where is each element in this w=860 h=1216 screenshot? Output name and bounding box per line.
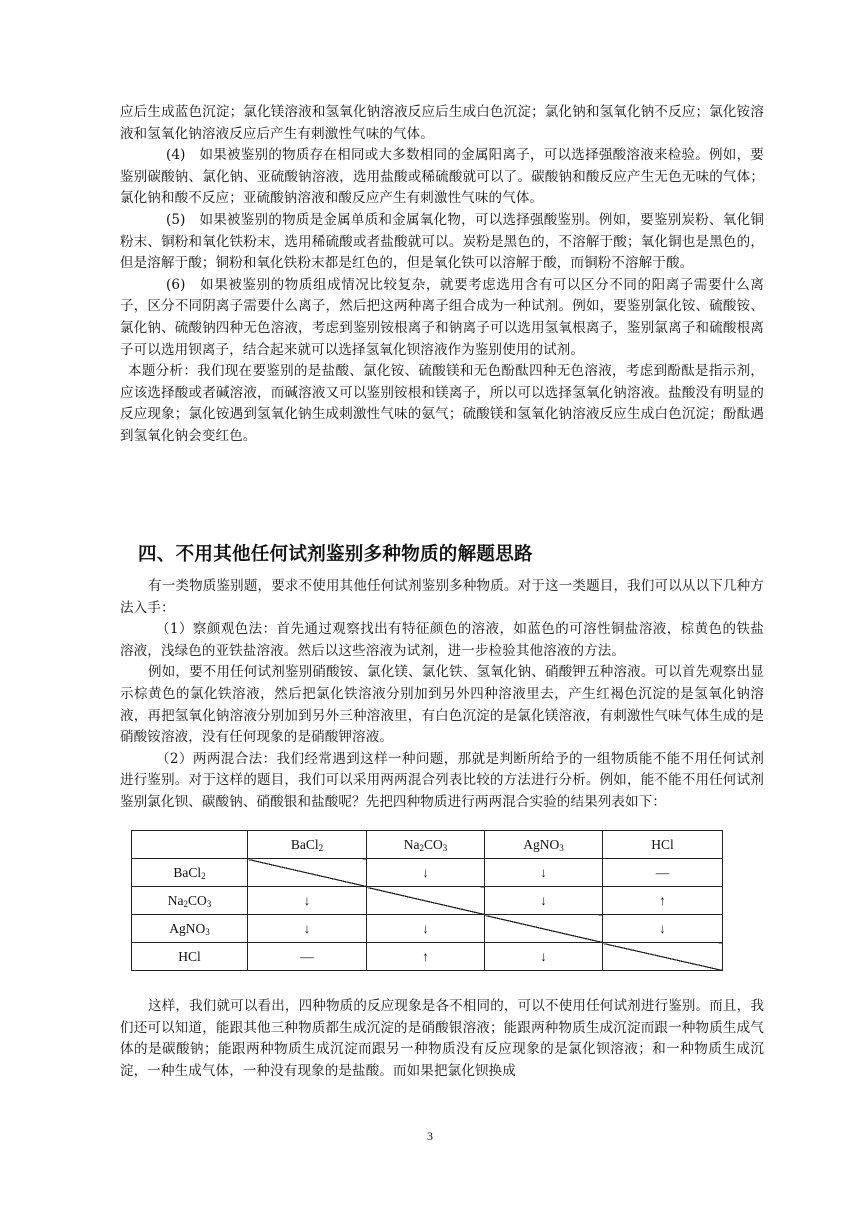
column-header-hcl: HCl <box>603 831 723 859</box>
section-heading: 四、不用其他任何试剂鉴别多种物质的解题思路 <box>138 544 533 565</box>
paragraph-example-1: 例如，要不用任何试剂鉴别硝酸铵、氯化镁、氯化铁、氢氧化钠、硝酸钾五种溶液。可以首先观察出显示棕黄色的氯化铁溶液，然后把氯化铁溶液分别加到另外四种溶液里去，产生红褐色沉淀的是氢氧化钠溶液，再把氢氧化钠溶液分别加到另外三种溶液里，有白色沉淀的是氯化镁溶液，有刺激性气味气体生成的是硝酸铵溶液，没有任何现象的是硝酸钾溶液。 <box>120 664 764 746</box>
table-corner-cell <box>132 831 248 859</box>
paragraph-0: 应后生成蓝色沉淀；氯化镁溶液和氢氧化钠溶液反应后生成白色沉淀；氯化钠和氢氧化钠不反应；氯化铵溶液和氢氧化钠溶液反应后产生有刺激性气味的气体。 <box>120 104 764 142</box>
diagonal-cell <box>485 915 603 943</box>
result-cell: ↑ <box>603 887 723 915</box>
table-row <box>132 887 723 915</box>
result-cell: ↓ <box>367 915 485 943</box>
row-header-na2co3: $Na_2CO_3$ <box>132 887 248 915</box>
result-cell: ↑ <box>367 943 485 971</box>
result-cell: — <box>603 859 723 887</box>
paragraph-analysis: 本题分析：我们现在要鉴别的是盐酸、氯化铵、硫酸镁和无色酚酞四种无色溶液，考虑到酚酞是指示剂，应该选择酸或者碱溶液，而碱溶液又可以鉴别铵根和镁离子，所以可以选择氢氧化钠溶液。盐酸没有明显的反应现象；氯化铵遇到氢氧化钠生成刺激性气味的氨气；硫酸镁和氢氧化钠溶液反应生成白色沉淀；酚酞遇到氢氧化钠会变红色。 <box>120 363 764 444</box>
text-block-top <box>120 102 764 448</box>
row-header-bacl2: BaCl$_2$ <box>132 859 248 887</box>
diagonal-cell <box>603 943 723 971</box>
result-cell: ↓ <box>603 915 723 943</box>
paragraph-conclusion: 这样，我们就可以看出，四种物质的反应现象是各不相同的，可以不使用任何试剂进行鉴别。而且，我们还可以知道，能跟其他三种物质都生成沉淀的是硝酸银溶液；能跟两种物质生成沉淀而跟一种物质生成气体的是碳酸钠；能跟两种物质生成沉淀而跟另一种物质没有反应现象的是氯化钡溶液；和一种物质生成沉淀，一种生成气体，一种没有现象的是盐酸。而如果把氯化钡换成 <box>120 998 764 1079</box>
table-row <box>132 859 723 887</box>
result-cell: ↓ <box>367 859 485 887</box>
paragraph-method-2: （2）两两混合法：我们经常遇到这样一种问题，那就是判断所给予的一组物质能不能不用任何试剂进行鉴别。对于这样的题目，我们可以采用两两混合列表比较的方法进行分析。例如，能不能不用任何试剂鉴别氯化钡、碳酸钠、硝酸银和盐酸呢？先把四种物质进行两两混合实验的结果列表如下： <box>120 750 765 810</box>
table-row <box>132 915 723 943</box>
table-header-row <box>132 831 723 859</box>
result-cell: ↓ <box>248 915 367 943</box>
paragraph-method-1: （1）察颜观色法：首先通过观察找出有特征颜色的溶液，如蓝色的可溶性铜盐溶液，棕黄色的铁盐溶液，浅绿色的亚铁盐溶液。然后以这些溶液为试剂，进一步检验其他溶液的方法。 <box>120 621 765 659</box>
page-number: 3 <box>427 1129 433 1143</box>
result-cell: ↓ <box>485 859 603 887</box>
diagonal-cell <box>248 859 367 887</box>
diagonal-cell <box>367 887 485 915</box>
column-header-agno3: AgNO$_3$ <box>485 831 603 859</box>
paragraph-5: (5) 如果被鉴别的物质是金属单质和金属氧化物，可以选择强酸鉴别。例如，要鉴别炭粉、氧化铜粉末、铜粉和氧化铁粉末，选用稀硫酸或者盐酸就可以。炭粉是黑色的，不溶解于酸；氧化铜也是黑色的，但是溶解于酸；铜粉和氧化铁粉末都是红色的，但是氧化铁可以溶解于酸，而铜粉不溶解于酸。 <box>120 211 764 272</box>
column-header-bacl2: BaCl$_2$ <box>248 831 367 859</box>
text-block-mid <box>120 576 764 814</box>
mixing-results-table <box>131 830 723 971</box>
result-cell: — <box>248 943 367 971</box>
text-block-bottom <box>120 996 764 1082</box>
column-header-na2co3: $Na_2CO_3$ <box>367 831 485 859</box>
paragraph-6: (6) 如果被鉴别的物质组成情况比较复杂，就要考虑选用含有可以区分不同的阳离子需要什么离子，区分不同阴离子需要什么离子，然后把这两种离子组合成为一种试剂。例如，要鉴别氯化铵、硫酸铵、氯化钠、硫酸钠四种无色溶液，考虑到鉴别铵根离子和钠离子可以选用氢氧根离子，鉴别氯离子和硫酸根离子可以选用钡离子，结合起来就可以选择氢氧化钡溶液作为鉴别使用的试剂。 <box>120 276 764 358</box>
paragraph-4: (4) 如果被鉴别的物质存在相同或大多数相同的金属阳离子，可以选择强酸溶液来检验。例如，要鉴别碳酸钠、氯化钠、亚硫酸钠溶液，选用盐酸或稀硫酸就可以了。碳酸钠和酸反应产生无色无味的气体；氯化钠和酸不反应；亚硫酸钠溶液和酸反应产生有刺激性气味的气体。 <box>120 147 764 207</box>
row-header-agno3: AgNO$_3$ <box>132 915 248 943</box>
result-cell: ↓ <box>485 943 603 971</box>
result-cell: ↓ <box>248 887 367 915</box>
row-header-hcl: HCl <box>132 943 248 971</box>
result-cell: ↓ <box>485 887 603 915</box>
paragraph-intro: 有一类物质鉴别题，要求不使用其他任何试剂鉴别多种物质。对于这一类题目，我们可以从以下几种方法入手： <box>120 578 764 616</box>
table-row <box>132 943 723 971</box>
